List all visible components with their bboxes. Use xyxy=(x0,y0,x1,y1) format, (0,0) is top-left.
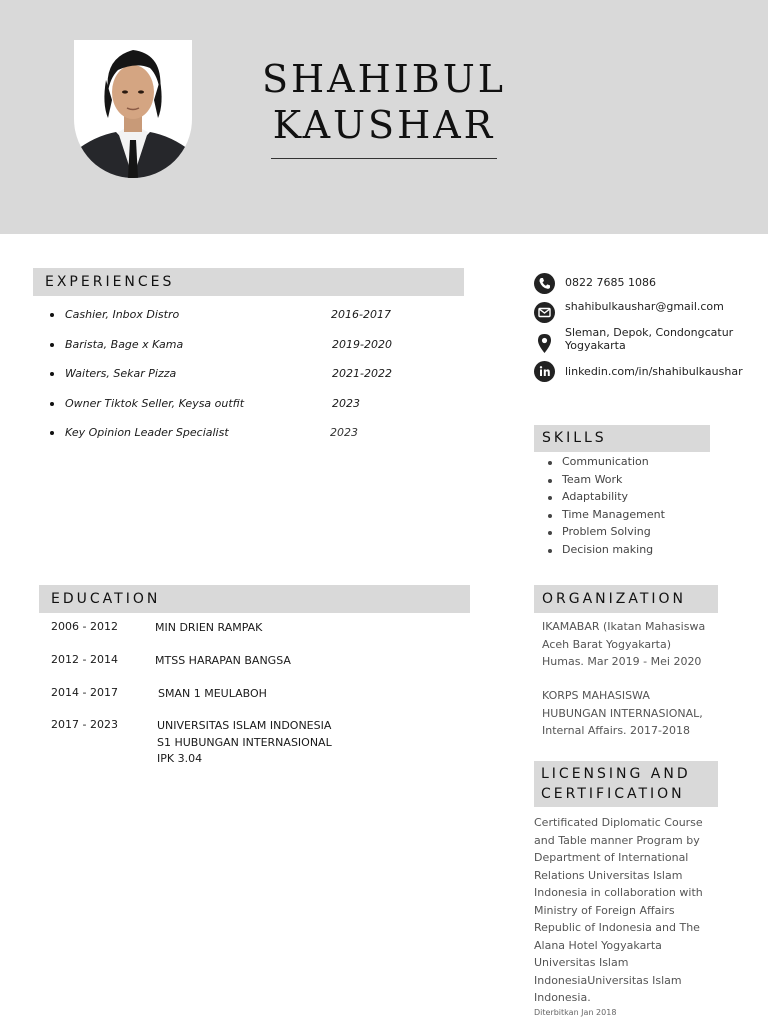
org-line: Internal Affairs. 2017-2018 xyxy=(542,724,690,737)
education-heading: EDUCATION xyxy=(39,585,470,613)
education-school xyxy=(157,718,457,768)
experience-role: Barista, Bage x Kama xyxy=(65,337,184,351)
education-period: 2006 - 2012 xyxy=(51,620,118,633)
skill-item: Communication xyxy=(548,455,665,473)
experience-role: Waiters, Sekar Pizza xyxy=(65,367,177,380)
licensing-line: Certificated Diplomatic Course xyxy=(534,816,703,829)
experience-item xyxy=(50,367,450,397)
address-line-2: Yogyakarta xyxy=(565,339,626,352)
org-line: HUBUNGAN INTERNASIONAL, xyxy=(542,706,703,720)
skill-item: Time Management xyxy=(548,508,665,526)
licensing-line: IndonesiaUniversitas Islam xyxy=(534,973,682,987)
linkedin-icon xyxy=(534,361,555,382)
experience-item xyxy=(50,338,450,368)
bullet xyxy=(50,313,54,317)
licensing-description xyxy=(534,814,754,1007)
school-gpa: IPK 3.04 xyxy=(157,752,203,765)
licensing-line: Alana Hotel Yogyakarta xyxy=(534,938,662,952)
education-school: SMAN 1 MEULABOH xyxy=(158,687,267,700)
phone-icon xyxy=(534,273,555,294)
experiences-heading: EXPERIENCES xyxy=(33,268,464,296)
organization-heading: ORGANIZATION xyxy=(534,585,718,613)
experience-years: 2021-2022 xyxy=(332,367,392,380)
education-period: 2017 - 2023 xyxy=(51,718,118,731)
licensing-line: Indonesia. xyxy=(534,991,591,1004)
licensing-line: Universitas Islam xyxy=(534,956,629,969)
contact-phone xyxy=(534,272,768,296)
education-school: MTSS HARAPAN BANGSA xyxy=(155,654,291,667)
org-line: KORPS MAHASISWA xyxy=(542,689,650,702)
skill-item: Problem Solving xyxy=(548,525,665,543)
school-degree: S1 HUBUNGAN INTERNASIONAL xyxy=(157,735,332,749)
licensing-line: Republic of Indonesia and The xyxy=(534,921,700,934)
location-pin-icon xyxy=(534,333,555,354)
name-line-1: SHAHIBUL xyxy=(262,57,506,101)
experience-years: 2016-2017 xyxy=(331,308,391,321)
contact-linkedin xyxy=(534,361,768,385)
linkedin-url[interactable]: linkedin.com/in/shahibulkaushar xyxy=(565,365,743,378)
skill-item: Adaptability xyxy=(548,490,665,508)
profile-photo xyxy=(74,40,192,178)
experience-role: Owner Tiktok Seller, Keysa outfit xyxy=(65,396,245,410)
licensing-line: Relations Universitas Islam xyxy=(534,868,683,882)
licensing-line: and Table manner Program by xyxy=(534,833,700,847)
licensing-line: Indonesia in collaboration with xyxy=(534,886,703,899)
organization-entry-2 xyxy=(542,687,742,740)
bullet xyxy=(50,372,54,376)
bullet xyxy=(50,343,54,347)
education-period: 2014 - 2017 xyxy=(51,686,118,699)
bullet xyxy=(50,402,54,406)
experience-item xyxy=(50,397,450,427)
education-period: 2012 - 2014 xyxy=(51,653,118,666)
email-address: shahibulkaushar@gmail.com xyxy=(565,300,724,313)
organization-entry-1 xyxy=(542,618,742,671)
bullet xyxy=(50,431,54,435)
experience-years: 2023 xyxy=(330,426,358,439)
experience-years: 2023 xyxy=(332,396,360,410)
org-line: IKAMABAR (Ikatan Mahasiswa xyxy=(542,620,706,633)
experience-role: Key Opinion Leader Specialist xyxy=(65,426,229,439)
school-name: UNIVERSITAS ISLAM INDONESIA xyxy=(157,719,332,732)
issued-date: Diterbitkan Jan 2018 xyxy=(534,1008,617,1017)
experience-item xyxy=(50,308,450,338)
contact-address xyxy=(534,326,768,356)
address-text xyxy=(565,326,733,352)
licensing-line: Ministry of Foreign Affairs xyxy=(534,903,675,917)
contact-email xyxy=(534,302,768,326)
licensing-title-line-2: CERTIFICATION xyxy=(541,786,685,802)
phone-number: 0822 7685 1086 xyxy=(565,276,656,289)
skills-list xyxy=(548,455,665,560)
licensing-heading xyxy=(534,761,718,807)
name-divider xyxy=(271,158,497,159)
education-school: MIN DRIEN RAMPAK xyxy=(155,621,263,634)
skill-item: Team Work xyxy=(548,473,665,491)
candidate-name xyxy=(262,56,506,148)
licensing-line: Department of International xyxy=(534,851,689,864)
skill-item: Decision making xyxy=(548,543,665,561)
experience-list xyxy=(50,308,450,456)
mail-icon xyxy=(534,302,555,323)
experience-item xyxy=(50,426,450,456)
org-line: Aceh Barat Yogyakarta) xyxy=(542,637,671,651)
licensing-title-line-1: LICENSING AND xyxy=(541,766,691,782)
experience-role: Cashier, Inbox Distro xyxy=(65,308,180,321)
address-line-1: Sleman, Depok, Condongcatur xyxy=(565,326,734,339)
skills-heading: SKILLS xyxy=(534,425,710,452)
org-line: Humas. Mar 2019 - Mei 2020 xyxy=(542,655,702,668)
experience-years: 2019-2020 xyxy=(332,337,392,351)
name-line-2: KAUSHAR xyxy=(272,103,496,147)
